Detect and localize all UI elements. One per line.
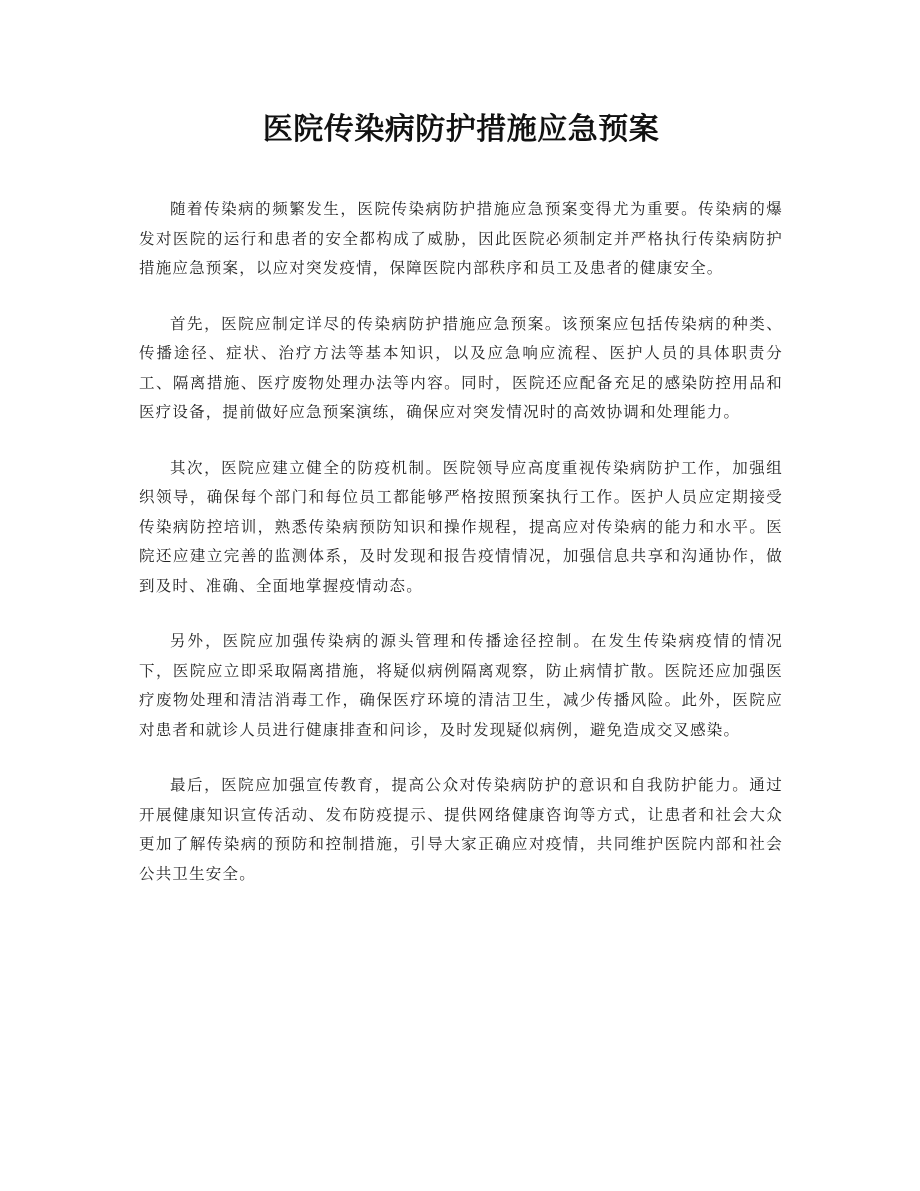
paragraph-second: 其次，医院应建立健全的防疫机制。医院领导应高度重视传染病防护工作，加强组织领导，确保每个部门和每位员工都能够严格按照预案执行工作。医护人员应定期接受传染病防控培训，熟悉传染病预防知识和操作规程，提高应对传染病的能力和水平。医院还应建立完善的监测体系，及时发现和报告疫情情况，加强信息共享和沟通协作，做到及时、准确、全面地掌握疫情动态。 xyxy=(139,458,783,595)
paragraph-third: 另外，医院应加强传染病的源头管理和传播途径控制。在发生传染病疫情的情况下，医院应立即采取隔离措施，将疑似病例隔离观察，防止病情扩散。医院还应加强医疗废物处理和清洁消毒工作，确保医疗环境的清洁卫生，减少传播风险。此外，医院应对患者和就诊人员进行健康排查和问诊，及时发现疑似病例，避免造成交叉感染。 xyxy=(139,632,783,739)
paragraph-final: 最后，医院应加强宣传教育，提高公众对传染病防护的意识和自我防护能力。通过开展健康知识宣传活动、发布防疫提示、提供网络健康咨询等方式，让患者和社会大众更加了解传染病的预防和控制措施，引导大家正确应对疫情，共同维护医院内部和社会公共卫生安全。 xyxy=(139,776,783,883)
document-title: 医院传染病防护措施应急预案 xyxy=(262,112,660,147)
paragraph-intro: 随着传染病的频繁发生，医院传染病防护措施应急预案变得尤为重要。传染病的爆发对医院的运行和患者的安全都构成了威胁，因此医院必须制定并严格执行传染病防护措施应急预案，以应对突发疫情，保障医院内部秩序和员工及患者的健康安全。 xyxy=(139,200,783,277)
paragraph-first: 首先，医院应制定详尽的传染病防护措施应急预案。该预案应包括传染病的种类、传播途径、症状、治疗方法等基本知识，以及应急响应流程、医护人员的具体职责分工、隔离措施、医疗废物处理办法等内容。同时，医院还应配备充足的感染防控用品和医疗设备，提前做好应急预案演练，确保应对突发情况时的高效协调和处理能力。 xyxy=(139,314,783,421)
